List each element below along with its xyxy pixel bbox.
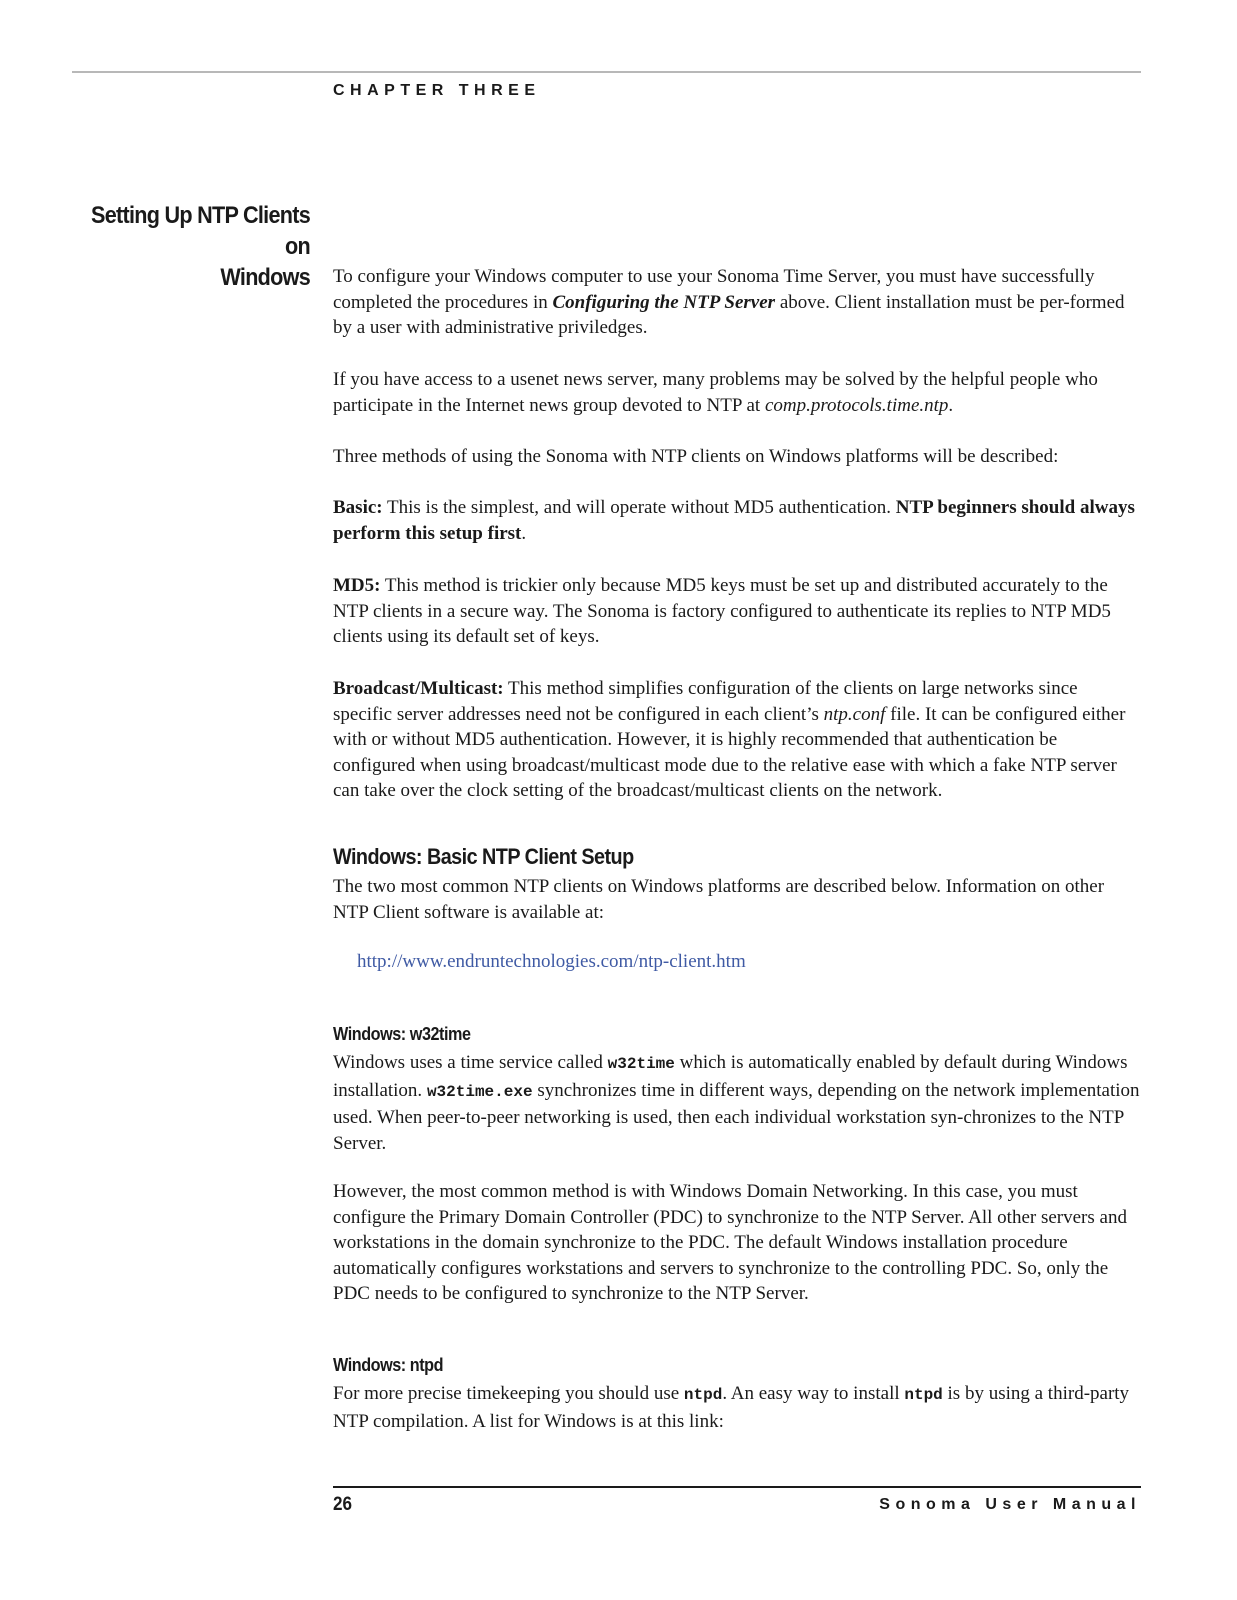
- broadcast-text: This method simplifies configuration of the clients on large networks since specific server addresses need not be configured in each client’s: [333, 678, 1078, 725]
- basic-setup-heading: Windows: Basic NTP Client Setup: [333, 844, 634, 869]
- intro-text: If you have access to a usenet news server, many problems may be solved by the helpful people who participate in the Internet news group devoted to NTP at: [333, 369, 1098, 416]
- intro-paragraph-3: [333, 444, 1141, 470]
- configuring-ntp-server-reference: Configuring the NTP Server: [552, 291, 776, 313]
- basic-setup-paragraph: [333, 874, 1141, 925]
- chapter-header: CHAPTER THREE: [333, 82, 541, 99]
- intro-paragraph-1: [333, 264, 1141, 341]
- ntpd-text: . An easy way to install: [722, 1383, 905, 1404]
- basic-text: This is the simplest, and will operate without MD5 authentication.: [382, 497, 896, 518]
- broadcast-text: file. It can be configured either with or without MD5 authentication. However, it is highly recommended that authentication be configured when using broadcast/multicast mode due to the relative ease with which a fake NTP server can take over the clock setting of the broadcast/multicast clients on the network.: [333, 703, 1126, 802]
- md5-label: MD5:: [333, 575, 381, 596]
- ntpd-text: is by using a third-party NTP compilation. A list for Windows is at this link:: [333, 1383, 1130, 1432]
- ntpd-text: For more precise timekeeping you should use: [333, 1383, 684, 1404]
- ntpd-heading: Windows: ntpd: [333, 1355, 444, 1375]
- intro-text: .: [948, 394, 954, 416]
- ntpd-code: ntpd: [683, 1386, 723, 1404]
- broadcast-label: Broadcast/Multicast:: [333, 678, 504, 699]
- section-title-line-2: Windows: [220, 264, 310, 291]
- manual-title: Sonoma User Manual: [879, 1496, 1141, 1513]
- intro-text: above. Client installation must be per-formed by a user with administrative priviledges.: [333, 291, 1125, 339]
- header-rule: [72, 71, 1141, 73]
- ntpd-code: ntpd: [904, 1386, 943, 1404]
- ntp-client-link[interactable]: http://www.endruntechnologies.com/ntp-client.htm: [357, 951, 746, 972]
- newsgroup-name: comp.protocols.time.ntp: [764, 394, 949, 416]
- basic-emphasis: NTP beginners should always perform this setup first: [333, 497, 1135, 544]
- ntpd-paragraph: [333, 1381, 1141, 1434]
- w32time-text: synchronizes time in different ways, depending on the network implementation used. When peer-to-peer networking is used, then each individual workstation syn-chronizes to the NTP Server.: [333, 1079, 1140, 1154]
- domain-networking-text: However, the most common method is with Windows Domain Networking. In this case, you must configure the Primary Domain Controller (PDC) to synchronize to the NTP Server. All other servers and workstations in the domain synchronize to the PDC. The default Windows installation procedure automatically configures workstations and servers to synchronize to the controlling PDC. So, only the PDC needs to be configured to synchronize to the NTP Server.: [333, 1181, 1127, 1305]
- w32time-text: Windows uses a time service called: [333, 1052, 608, 1073]
- md5-text: This method is trickier only because MD5 keys must be set up and distributed accurately to the NTP clients in a secure way. The Sonoma is factory configured to authenticate its replies to NTP MD5 clients using its default set of keys.: [333, 575, 1111, 648]
- footer-rule: [333, 1486, 1141, 1488]
- w32time-code: w32time: [607, 1055, 675, 1073]
- methods-intro: Three methods of using the Sonoma with NTP clients on Windows platforms will be described:: [333, 446, 1059, 467]
- method-basic: [333, 495, 1141, 546]
- section-title: [67, 200, 310, 293]
- basic-end: .: [521, 522, 527, 544]
- intro-paragraph-2: [333, 367, 1141, 418]
- intro-text: To configure your Windows computer to use your Sonoma Time Server, you must have successfully completed the procedures in: [333, 266, 1095, 313]
- section-title-line-1: Setting Up NTP Clients on: [91, 202, 310, 260]
- w32time-exe-code: w32time.exe: [426, 1082, 533, 1101]
- ntp-conf-filename: ntp.conf: [823, 703, 886, 725]
- w32time-paragraph-2: [333, 1179, 1141, 1307]
- w32time-heading: Windows: w32time: [333, 1024, 471, 1044]
- method-broadcast: [333, 676, 1141, 804]
- method-md5: [333, 573, 1141, 650]
- page-number: 26: [333, 1494, 353, 1515]
- w32time-paragraph-1: [333, 1050, 1141, 1156]
- basic-setup-text: The two most common NTP clients on Windows platforms are described below. Information on other NTP Client software is available at:: [333, 876, 1105, 923]
- basic-label: Basic:: [333, 497, 383, 518]
- w32time-text: which is automatically enabled by default during Windows installation.: [333, 1052, 1128, 1101]
